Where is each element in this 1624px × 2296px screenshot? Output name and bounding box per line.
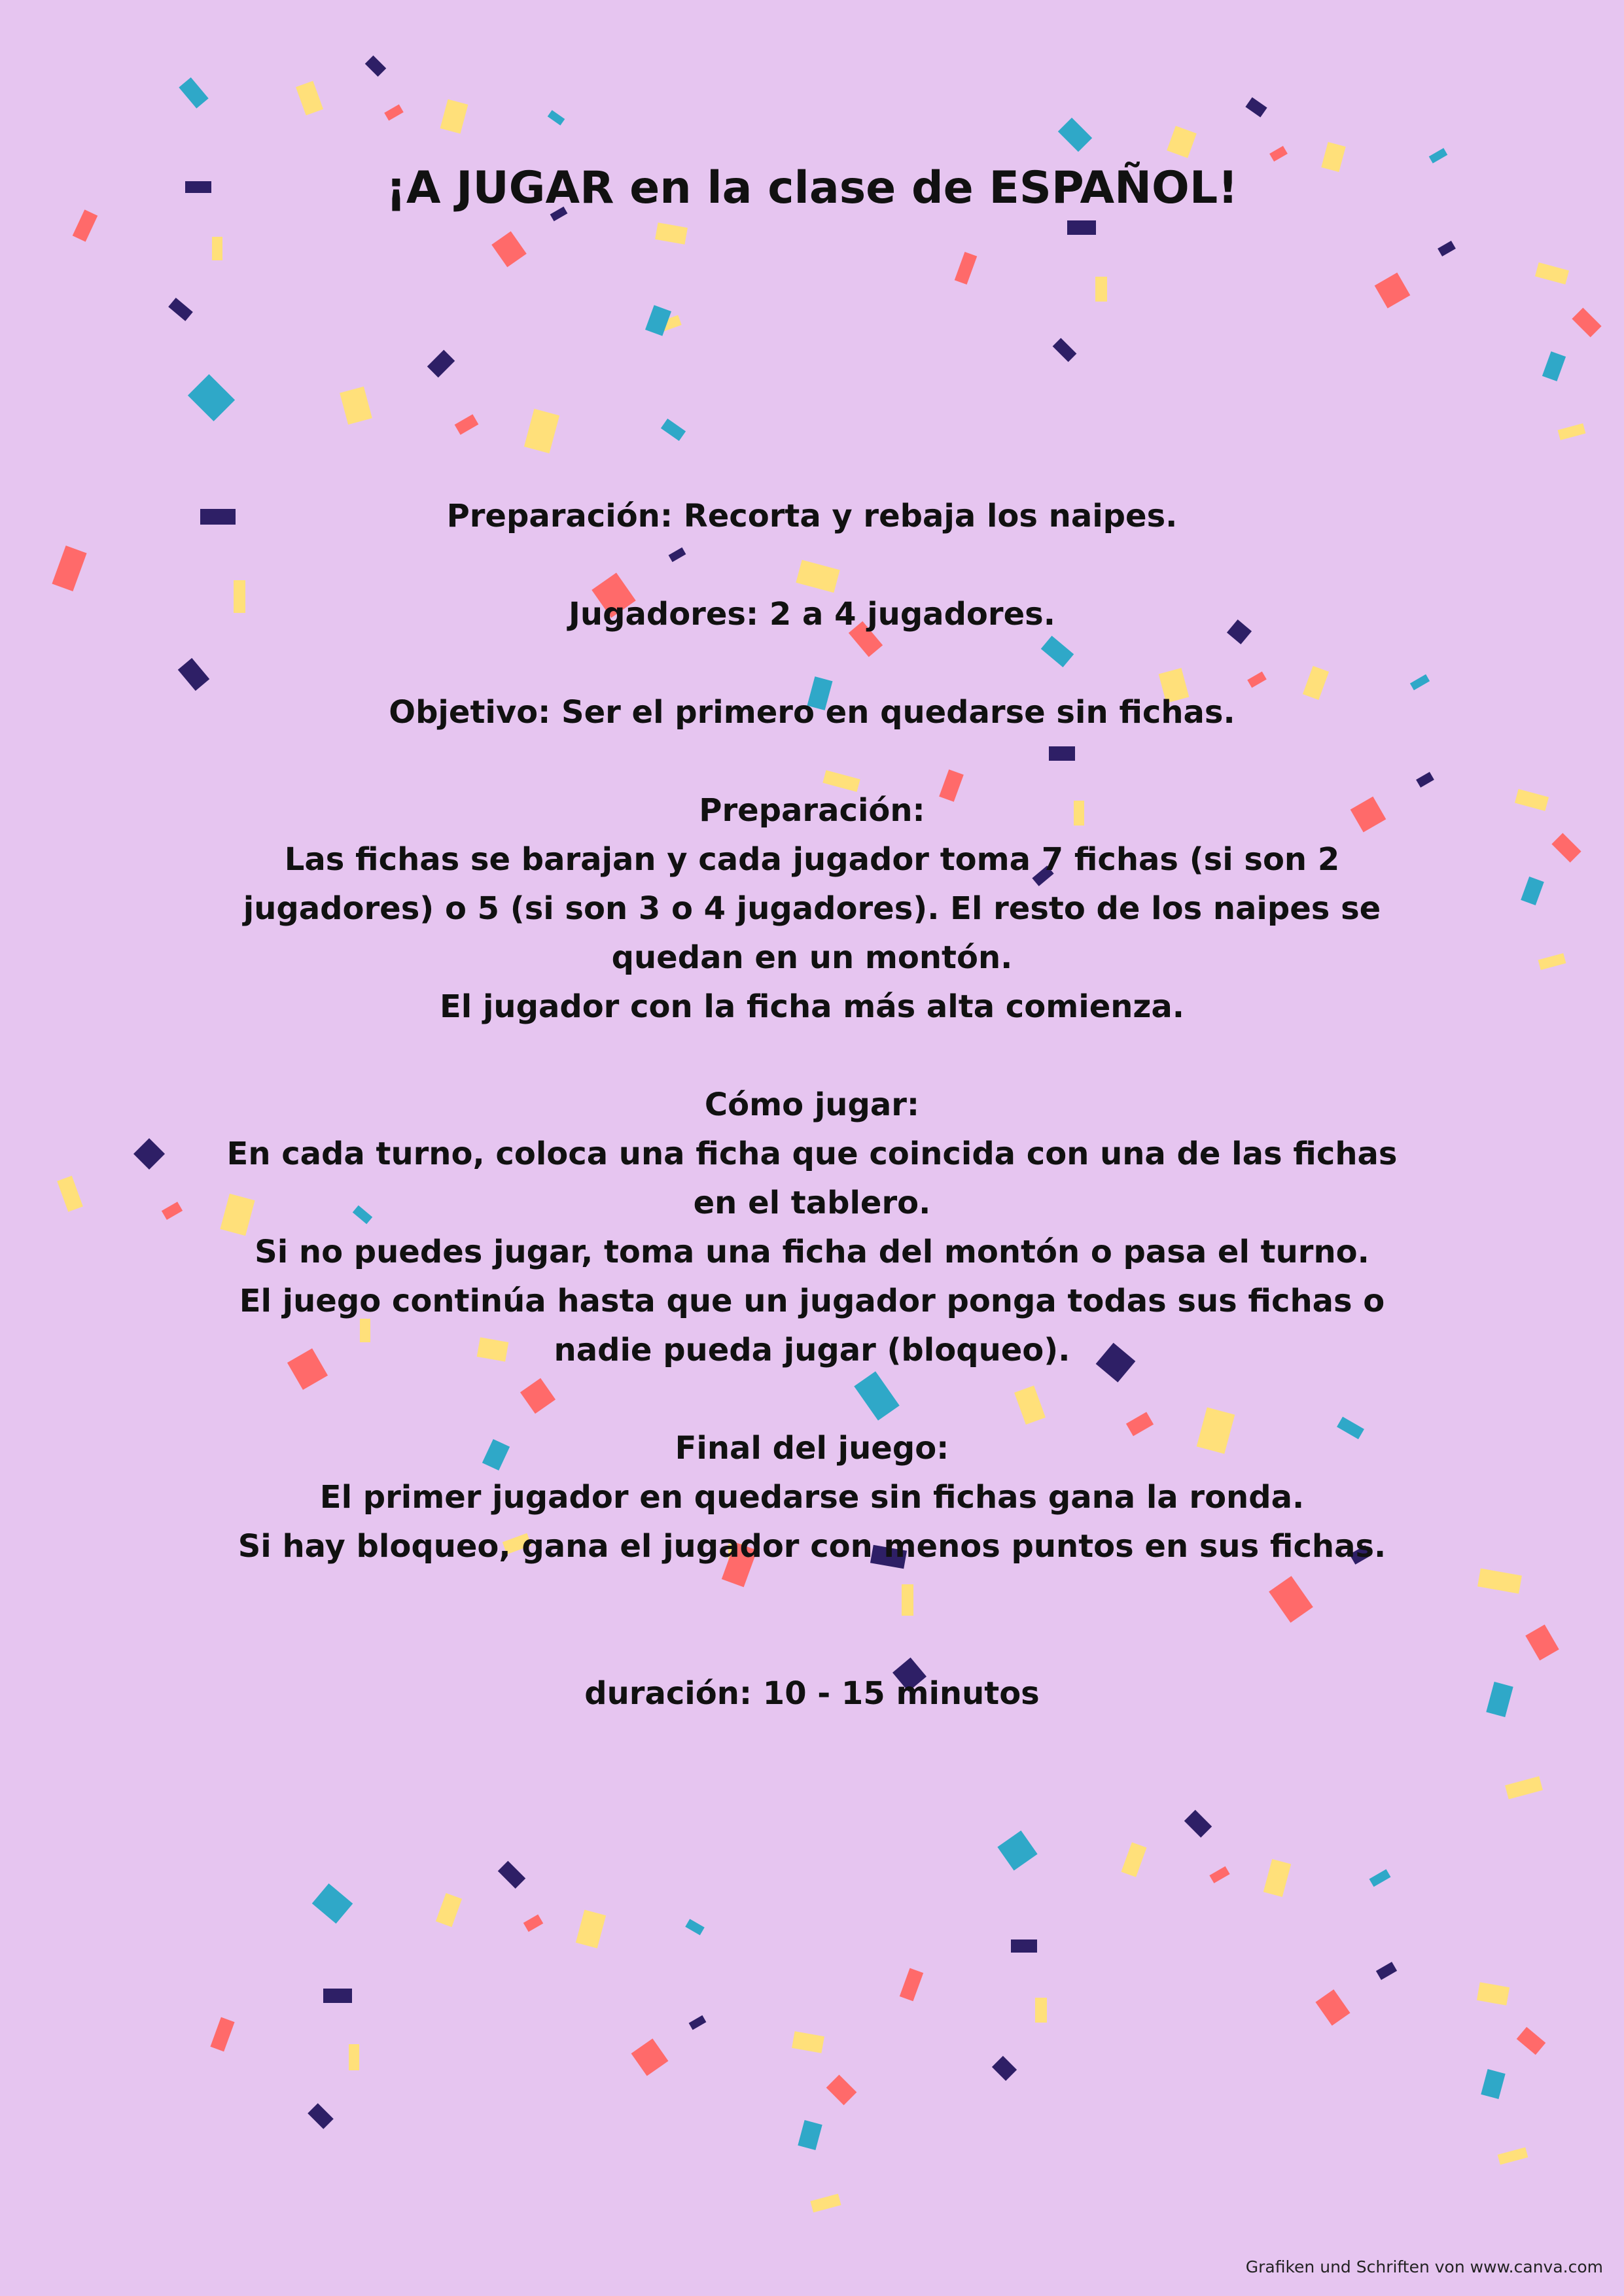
end-game-line: El primer jugador en quedarse sin fichas gana la ronda.	[319, 1479, 1305, 1516]
setup-line: jugadores) o 5 (si son 3 o 4 jugadores). El resto de los naipes se	[243, 890, 1381, 927]
setup-line: El jugador con la ficha más alta comienza.	[440, 988, 1184, 1025]
how-to-play-line: En cada turno, coloca una ficha que coincida con una de las fichas	[226, 1136, 1398, 1172]
page-title: ¡A JUGAR en la clase de ESPAÑOL!	[385, 162, 1239, 214]
how-to-play-line: Si no puedes jugar, toma una ficha del montón o pasa el turno.	[255, 1234, 1369, 1270]
objective-line: Objetivo: Ser el primero en quedarse sin fichas.	[389, 694, 1235, 731]
how-to-play-line: El juego continúa hasta que un jugador ponga todas sus fichas o	[239, 1283, 1385, 1319]
rules-text	[196, 492, 1428, 1718]
setup-line: quedan en un montón.	[611, 939, 1013, 976]
players-line: Jugadores: 2 a 4 jugadores.	[569, 596, 1055, 633]
how-to-play-line: nadie pueda jugar (bloqueo).	[554, 1332, 1070, 1368]
how-to-play-heading: Cómo jugar:	[704, 1087, 920, 1123]
preparation-summary: Preparación: Recorta y rebaja los naipes.	[446, 498, 1178, 534]
setup-line: Las fichas se barajan y cada jugador toma 7 fichas (si son 2	[284, 841, 1340, 878]
duration-line: duración: 10 - 15 minutos	[584, 1675, 1040, 1712]
canva-credit: Grafiken und Schriften von www.canva.com	[1245, 2257, 1603, 2276]
end-game-line: Si hay bloqueo, gana el jugador con menos puntos en sus fichas.	[238, 1528, 1386, 1565]
end-game-heading: Final del juego:	[675, 1430, 949, 1467]
setup-heading: Preparación:	[699, 792, 925, 829]
how-to-play-line: en el tablero.	[693, 1185, 931, 1221]
